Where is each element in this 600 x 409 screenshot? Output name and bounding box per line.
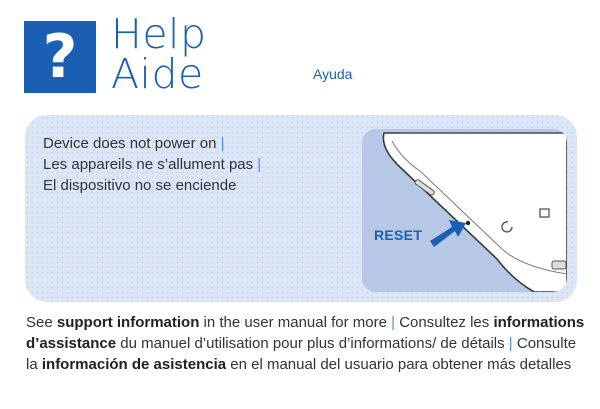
asistencia-info-bold: información de asistencia bbox=[41, 356, 227, 373]
arrow-icon bbox=[430, 220, 466, 247]
support-info-bold: support information bbox=[56, 314, 200, 331]
support-info-text: See support information in the user manual for more | Consultez les informations d’assistance du manuel d’utilisation pour plus d’informations/ de détails | Consulte la información de asistencia en el manual del usuario para obtener más detalles bbox=[26, 314, 585, 373]
reset-label: RESET bbox=[374, 227, 423, 243]
troubleshoot-panel bbox=[25, 115, 577, 302]
issue-es: El dispositivo no se enciende bbox=[43, 177, 237, 194]
device-drawing bbox=[362, 129, 567, 292]
help-icon: ? bbox=[24, 21, 96, 93]
separator: | bbox=[257, 156, 262, 173]
separator: | bbox=[508, 335, 513, 352]
issue-list bbox=[43, 133, 261, 196]
separator: | bbox=[220, 135, 225, 152]
usb-port-icon bbox=[552, 261, 566, 269]
issue-en: Device does not power on | bbox=[43, 135, 225, 152]
assistance-info-bold: informations d’assistance bbox=[26, 314, 585, 352]
page-title bbox=[111, 10, 207, 98]
title-fr: Aide bbox=[111, 50, 204, 98]
reset-pinhole-icon bbox=[466, 221, 470, 225]
title-en: Help bbox=[111, 10, 207, 58]
device-illustration bbox=[362, 129, 567, 292]
separator: | bbox=[391, 314, 396, 331]
issue-fr: Les appareils ne s’allument pas | bbox=[43, 156, 262, 173]
title-es: Ayuda bbox=[313, 66, 353, 82]
